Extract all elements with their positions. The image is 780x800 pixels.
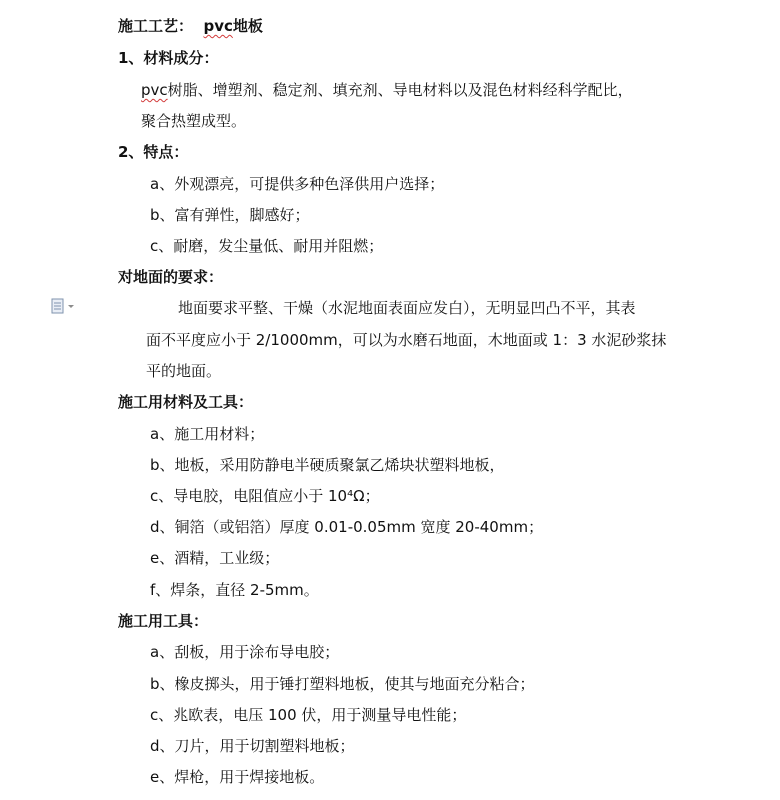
tool-item: b、橡皮掷头，用于锤打塑料地板，使其与地面充分粘合；	[150, 675, 535, 693]
tool-item: e、焊枪，用于焊接地板。	[150, 768, 325, 786]
feature-item: c、耐磨，发尘量低、耐用并阻燃；	[150, 237, 384, 255]
materials-paragraph-line-2: 聚合热塑成型。	[141, 112, 247, 130]
title-suffix: 地板	[232, 17, 263, 35]
document-title	[118, 16, 263, 36]
tool-item: a、刮板，用于涂布导电胶；	[150, 643, 340, 661]
floor-paragraph-line: 地面要求平整、干燥（水泥地面表面应发白），无明显凹凸不平，其表	[178, 299, 636, 317]
section-heading-features: 2、特点：	[118, 143, 189, 161]
pvc-word: pvc	[141, 81, 168, 99]
section-heading-floor: 对地面的要求：	[118, 268, 224, 286]
section-heading-materials: 1、材料成分：	[118, 49, 219, 67]
feature-item: b、富有弹性，脚感好；	[150, 206, 310, 224]
material-item: e、酒精，工业级；	[150, 549, 280, 567]
material-item: a、施工用材料；	[150, 425, 265, 443]
floor-paragraph-line: 面不平度应小于 2/1000mm，可以为水磨石地面，木地面或 1：3 水泥砂浆抹	[146, 331, 667, 349]
title-pvc: pvc	[203, 17, 233, 35]
materials-paragraph-line-1	[141, 80, 633, 100]
section-heading-tools: 施工用工具：	[118, 612, 209, 630]
section-heading-materials-tools: 施工用材料及工具：	[118, 393, 254, 411]
floor-paragraph-line: 平的地面。	[146, 362, 222, 380]
tool-item: d、刀片，用于切割塑料地板；	[150, 737, 355, 755]
material-item: d、铜箔（或铝箔）厚度 0.01-0.05mm 宽度 20-40mm；	[150, 518, 544, 536]
material-item: b、地板，采用防静电半硬质聚氯乙烯块状塑料地板，	[150, 456, 505, 474]
material-item: f、焊条，直径 2-5mm。	[150, 581, 319, 599]
tool-item: c、兆欧表，电压 100 伏，用于测量导电性能；	[150, 706, 467, 724]
materials-text: 树脂、增塑剂、稳定剂、填充剂、导电材料以及混色材料经科学配比，	[167, 81, 633, 99]
title-prefix: 施工工艺：	[118, 17, 194, 35]
paragraph-doc-icon[interactable]	[50, 298, 78, 316]
feature-item: a、外观漂亮，可提供多种色泽供用户选择；	[150, 175, 445, 193]
material-item: c、导电胶，电阻值应小于 10⁴Ω；	[150, 487, 380, 505]
